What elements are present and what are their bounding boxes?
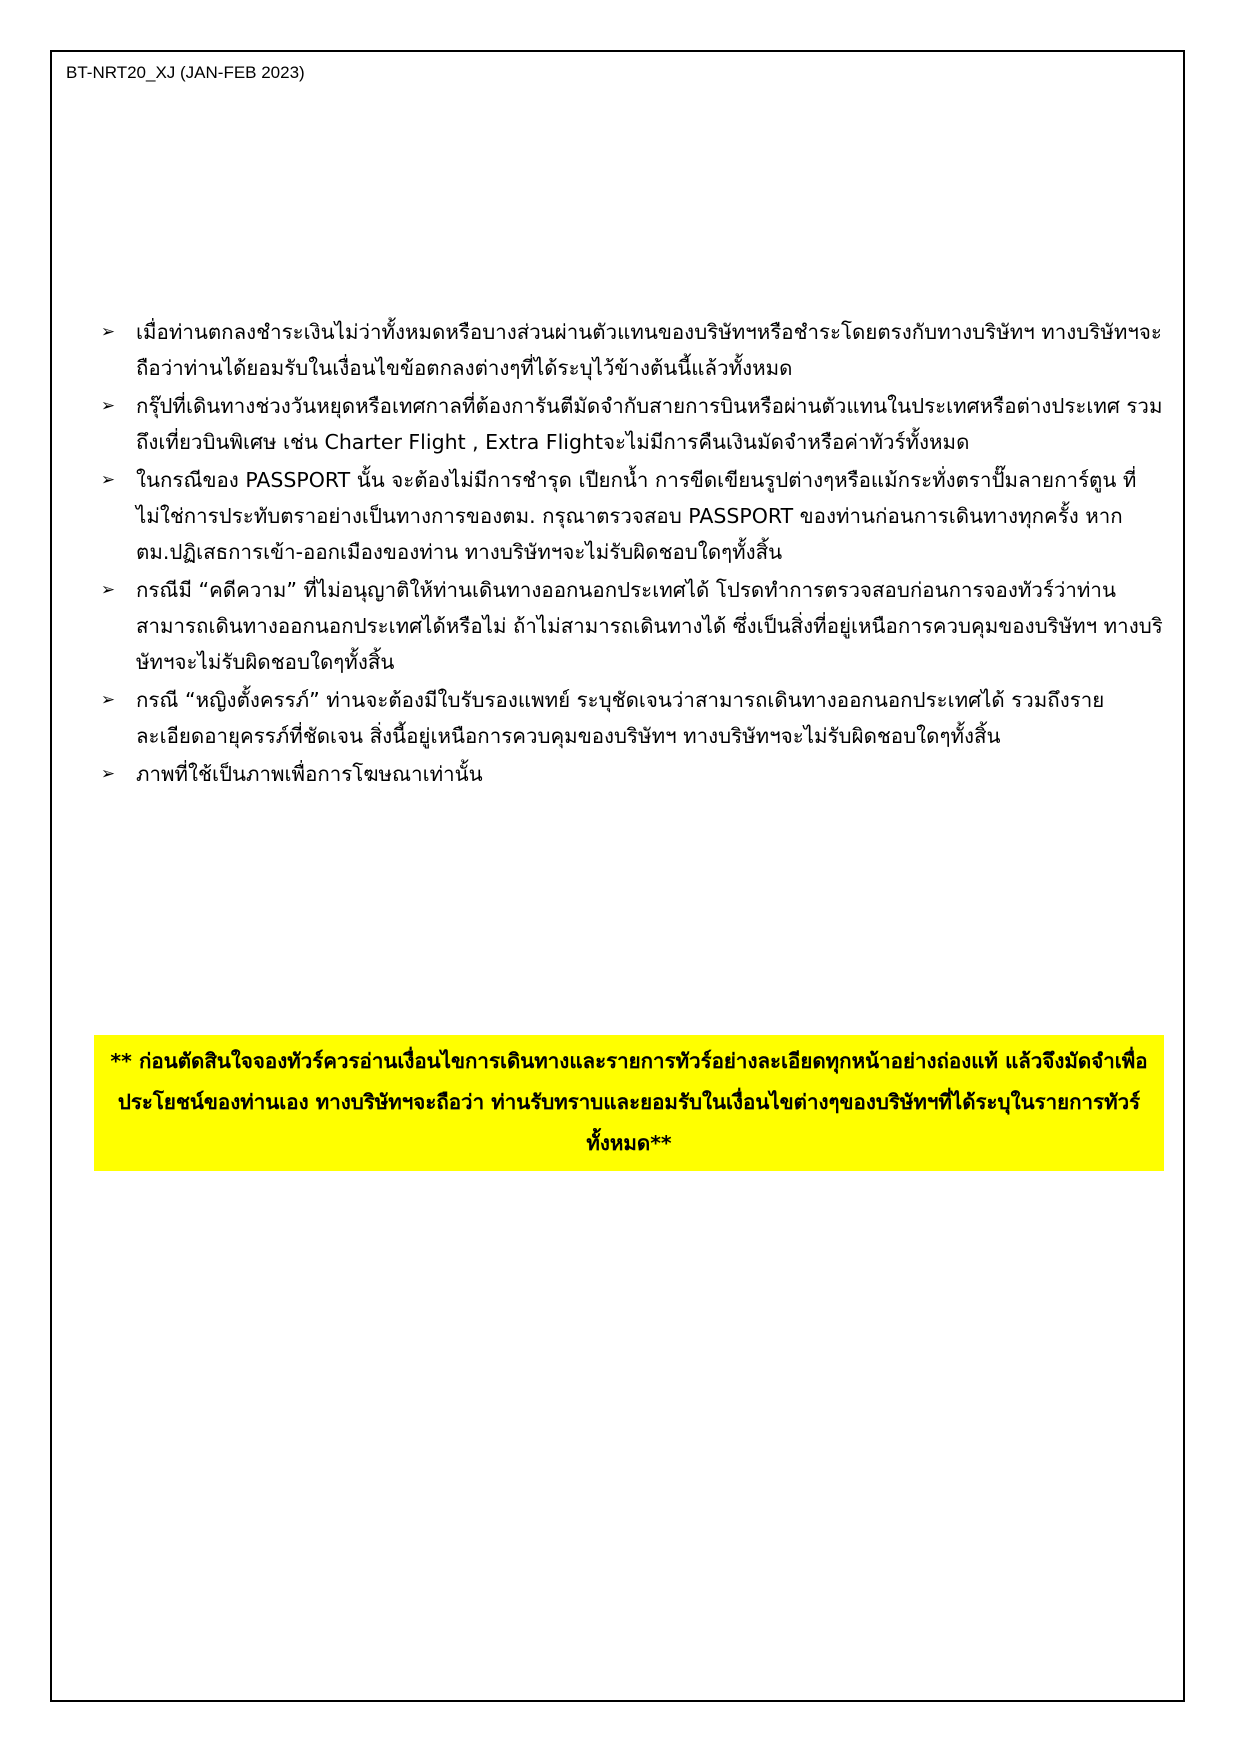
term-text: ในกรณีของ PASSPORT นั้น จะต้องไม่มีการชำรุด เปียกน้ำ การขีดเขียนรูปต่างๆหรือแม้กระทั่งตราปั๊มลายการ์ตูน ที่ไม่ใช่การประทับตราอย่างเป็นทางการของตม. กรุณาตรวจสอบ PASSPORT ของท่านก่อนการเดินทางทุกครั้ง หาก ตม.ปฏิเสธการเข้า-ออกเมืองของท่าน ทางบริษัทฯจะไม่รับผิดชอบใดๆทั้งสิ้น xyxy=(136,468,1137,564)
arrow-bullet-icon: ➢ xyxy=(100,764,116,784)
arrow-bullet-icon: ➢ xyxy=(100,580,116,600)
terms-list xyxy=(98,314,1166,794)
list-item xyxy=(98,314,1166,386)
list-item xyxy=(98,756,1166,792)
list-item xyxy=(98,388,1166,460)
document-code: BT-NRT20_XJ (JAN-FEB 2023) xyxy=(66,63,305,82)
list-item xyxy=(98,572,1166,680)
list-item xyxy=(98,682,1166,754)
page-frame xyxy=(50,50,1185,1702)
term-text: กรณี “หญิงตั้งครรภ์” ท่านจะต้องมีใบรับรองแพทย์ ระบุชัดเจนว่าสามารถเดินทางออกนอกประเทศได้ รวมถึงรายละเอียดอายุครรภ์ที่ชัดเจน สิ่งนี้อยู่เหนือการควบคุมของบริษัทฯ ทางบริษัทฯจะไม่รับผิดชอบใดๆทั้งสิ้น xyxy=(136,688,1105,748)
arrow-bullet-icon: ➢ xyxy=(100,470,116,490)
highlighted-notice: ** ก่อนตัดสินใจจองทัวร์ควรอ่านเงื่อนไขการเดินทางและรายการทัวร์อย่างละเอียดทุกหน้าอย่างถ่องแท้ แล้วจึงมัดจำเพื่อประโยชน์ของท่านเอง ทางบริษัทฯจะถือว่า ท่านรับทราบและยอมรับในเงื่อนไขต่างๆของบริษัทฯที่ได้ระบุในรายการทัวร์ทั้งหมด** xyxy=(94,1035,1164,1171)
arrow-bullet-icon: ➢ xyxy=(100,690,116,710)
term-text: เมื่อท่านตกลงชำระเงินไม่ว่าทั้งหมดหรือบางส่วนผ่านตัวแทนของบริษัทฯหรือชำระโดยตรงกับทางบริษัทฯ ทางบริษัทฯจะถือว่าท่านได้ยอมรับในเงื่อนไขข้อตกลงต่างๆที่ได้ระบุไว้ข้างต้นนี้แล้วทั้งหมด xyxy=(136,320,1162,380)
term-text: กรณีมี “คดีความ” ที่ไม่อนุญาติให้ท่านเดินทางออกนอกประเทศได้ โปรดทำการตรวจสอบก่อนการจองทัวร์ว่าท่านสามารถเดินทางออกนอกประเทศได้หรือไม่ ถ้าไม่สามารถเดินทางได้ ซึ่งเป็นสิ่งที่อยู่เหนือการควบคุมของบริษัทฯ ทางบริษัทฯจะไม่รับผิดชอบใดๆทั้งสิ้น xyxy=(136,578,1163,674)
arrow-bullet-icon: ➢ xyxy=(100,322,116,342)
arrow-bullet-icon: ➢ xyxy=(100,396,116,416)
term-text: ภาพที่ใช้เป็นภาพเพื่อการโฆษณาเท่านั้น xyxy=(136,762,483,786)
term-text: กรุ๊ปที่เดินทางช่วงวันหยุดหรือเทศกาลที่ต้องการันตีมัดจำกับสายการบินหรือผ่านตัวแทนในประเทศหรือต่างประเทศ รวมถึงเที่ยวบินพิเศษ เช่น Charter Flight , Extra Flightจะไม่มีการคืนเงินมัดจำหรือค่าทัวร์ทั้งหมด xyxy=(136,394,1163,454)
list-item xyxy=(98,462,1166,570)
